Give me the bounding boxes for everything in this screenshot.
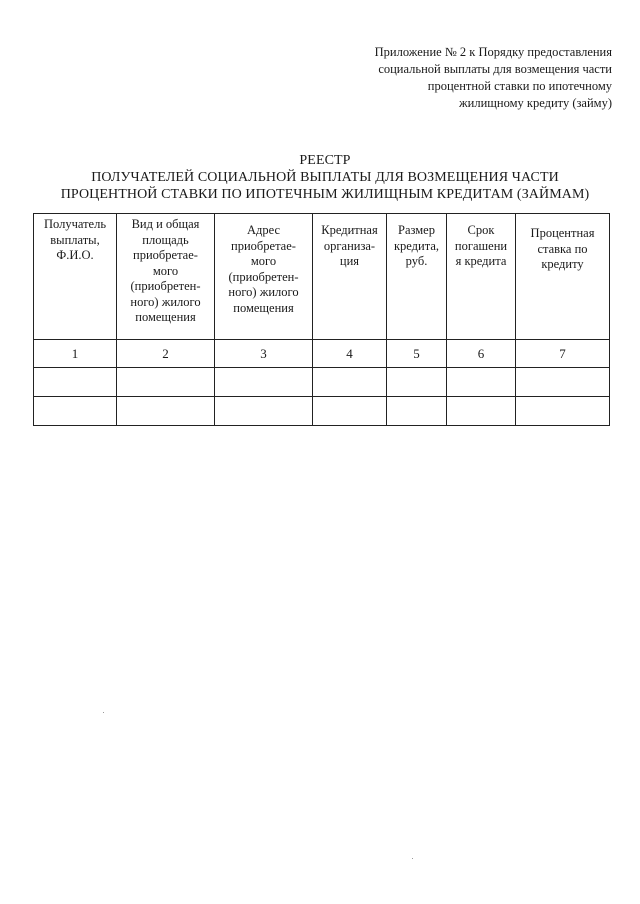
empty-cell [215, 368, 313, 397]
appendix-line: социальной выплаты для возмещения части [378, 62, 612, 76]
header-property-address: Адрес приобретае- мого (приобретен- ного) жилого помещения [215, 214, 313, 340]
appendix-line: жилищному кредиту (займу) [459, 96, 612, 110]
registry-table [33, 213, 610, 426]
header-credit-organization: Кредитная организа- ция [313, 214, 387, 340]
empty-cell [313, 368, 387, 397]
header-repayment-term: Срок погашени я кредита [447, 214, 516, 340]
appendix-note [332, 44, 612, 112]
header-loan-amount: Размер кредита, руб. [387, 214, 447, 340]
empty-cell [34, 397, 117, 426]
header-recipient: Получатель выплаты, Ф.И.О. [34, 214, 117, 340]
empty-cell [117, 368, 215, 397]
column-number: 4 [313, 340, 387, 368]
header-property-type-area: Вид и общая площадь приобретае- мого (приобретен- ного) жилого помещения [117, 214, 215, 340]
empty-cell [313, 397, 387, 426]
column-number: 3 [215, 340, 313, 368]
column-number: 5 [387, 340, 447, 368]
title-line: ПОЛУЧАТЕЛЕЙ СОЦИАЛЬНОЙ ВЫПЛАТЫ ДЛЯ ВОЗМЕЩЕНИЯ ЧАСТИ [91, 170, 559, 185]
column-number-row [34, 340, 610, 368]
empty-cell [387, 397, 447, 426]
header-row [34, 214, 610, 340]
title-line: РЕЕСТР [299, 153, 351, 168]
column-number: 7 [516, 340, 610, 368]
appendix-line: Приложение № 2 к Порядку предоставления [374, 45, 612, 59]
empty-cell [447, 397, 516, 426]
scan-speck [412, 858, 413, 859]
table-row [34, 397, 610, 426]
header-interest-rate: Процентная ставка по кредиту [516, 214, 610, 340]
empty-cell [447, 368, 516, 397]
column-number: 2 [117, 340, 215, 368]
empty-cell [117, 397, 215, 426]
column-number: 6 [447, 340, 516, 368]
appendix-line: процентной ставки по ипотечному [427, 79, 612, 93]
column-number: 1 [34, 340, 117, 368]
empty-cell [516, 397, 610, 426]
title-line: ПРОЦЕНТНОЙ СТАВКИ ПО ИПОТЕЧНЫМ ЖИЛИЩНЫМ КРЕДИТАМ (ЗАЙМАМ) [60, 187, 590, 202]
empty-cell [34, 368, 117, 397]
document-title [30, 152, 620, 203]
empty-cell [516, 368, 610, 397]
empty-cell [387, 368, 447, 397]
scan-speck [103, 712, 104, 713]
table-row [34, 368, 610, 397]
empty-cell [215, 397, 313, 426]
